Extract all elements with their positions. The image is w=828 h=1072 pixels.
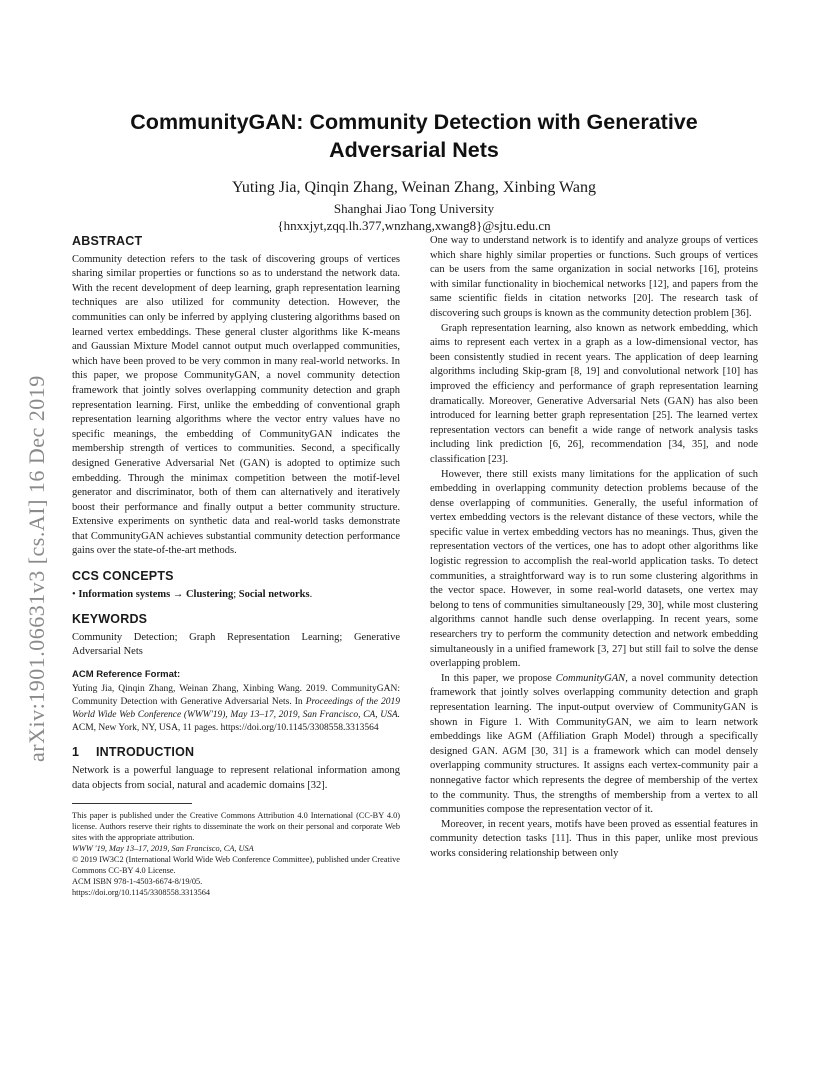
footnote-copyright: © 2019 IW3C2 (International World Wide Web Conference Committee), published under Creative Commons CC-BY 4.0 License.	[72, 855, 400, 876]
intro-paragraph-2: One way to understand network is to identify and analyze groups of vertices which share highly similar properties or functions. Such groups of vertices can be users from the same organization in social networks [16], proteins with similar functionality in biochemical networks [12], and papers from the same scientific fields in citation networks [20]. The research task of discovering such groups is known as the community detection problem [36].	[430, 235, 758, 319]
affiliation: Shanghai Jiao Tong University	[333, 201, 495, 216]
intro-paragraph-5	[430, 672, 758, 818]
ccs-item-social-networks: Social networks	[238, 588, 310, 600]
title-line-1: CommunityGAN: Community Detection with Generative	[130, 110, 698, 134]
right-column	[430, 234, 758, 862]
acm-reference-proceedings: Proceedings of the 2019 World Wide Web Conference (WWW'19), May 13–17, 2019, San Francisco, CA, USA.	[72, 696, 400, 721]
paper-header	[72, 108, 756, 234]
left-column	[72, 234, 400, 898]
title-line-2: Adversarial Nets	[329, 138, 499, 162]
ccs-item-information-systems: Information systems	[78, 588, 171, 600]
ccs-bullet: •	[72, 588, 76, 600]
abstract-text: Community detection refers to the task of discovering groups of vertices sharing similar properties or functions so as to understand the network data. With the recent development of deep learning, graph representation learning techniques are also utilized for community detection. However, the communities can only be inferred by applying clustering algorithms based on learned vertex embeddings. These general cluster algorithms like K-means and Gaussian Mixture Model cannot output much overlapped communities, which have been proved to be very common in many real-world networks. In this paper, we propose CommunityGAN, a novel community detection framework that jointly solves overlapping community detection and graph representation learning. First, unlike the embedding of conventional graph representation learning algorithms where the vector entry values have no specific meanings, the embedding of CommunityGAN indicates the membership strength of vertices to communities. Second, a specifically designed Generative Adversarial Net (GAN) is adopted to optimize such embedding. Through the minimax competition between the motif-level generator and discriminator, both of them can alternatively and iteratively boost their performance and finally output a better community structure. Extensive experiments on synthetic data and real-world tasks demonstrate that CommunityGAN achieves substantial community detection performance gains over the state-of-the-art methods.	[72, 253, 400, 557]
acm-reference-part-a: Yuting Jia, Qinqin Zhang, Weinan Zhang, Xinbing Wang. 2019. CommunityGAN: Community Detection with Generative Adversarial Nets. In	[72, 683, 400, 707]
intro-paragraph-3: Graph representation learning, also known as network embedding, which aims to represent each vertex in a graph as a low-dimensional vector, has been consistently studied in recent years. The application of deep learning algorithms including Skip-gram [8, 19] and convolutional network [10] has improved the efficiency and performance of graph representation learning dramatically. Moreover, Generative Adversarial Nets (GAN) has also been introduced for learning better graph representation [25]. The learned vertex representation vectors can benefit a wide range of network analysis tasks including link prediction [6, 26], recommendation [34, 35], and node classification [23].	[430, 322, 758, 465]
ccs-end: .	[309, 588, 313, 600]
acm-reference-text	[72, 683, 400, 736]
footnote-isbn: ACM ISBN 978-1-4503-6674-8/19/05.	[72, 877, 203, 887]
intro-paragraph-1: Network is a powerful language to represent relational information among data objects from social, natural and academic domains [32].	[72, 765, 400, 791]
section-title: INTRODUCTION	[96, 745, 195, 760]
footnote-conference-text: WWW '19, May 13–17, 2019, San Francisco, CA, USA	[72, 844, 254, 854]
footnote-license: This paper is published under the Creative Commons Attribution 4.0 International (CC-BY 4.0) license. Authors reserve their rights to disseminate the work on their personal and corporate Web sites with the appropriate attribution.	[72, 811, 400, 843]
intro-paragraph-6: Moreover, in recent years, motifs have been proved as essential features in community detection tasks [11]. Thus in this paper, unlike most previous works considering relationship between only	[430, 818, 758, 859]
keywords-heading: KEYWORDS	[72, 612, 148, 627]
ccs-arrow: →	[172, 588, 184, 600]
keywords-text: Community Detection; Graph Representation Learning; Generative Adversarial Nets	[72, 631, 400, 658]
ccs-concepts	[72, 588, 400, 603]
ccs-heading: CCS CONCEPTS	[72, 569, 174, 584]
abstract-heading: ABSTRACT	[72, 234, 143, 248]
intro-p5-part-b: , a novel community detection framework that jointly solves overlapping community detection and graph representation learning. The input-output overview of CommunityGAN is shown in Figure 1. With CommunityGAN, we aim to learn network embeddings like AGM (Affiliation Graph Model) through a specifically designed GAN. AGM [30, 31] is a framework which can model densely overlapping community structures. It assigns each vertex-community pair a nonnegative factor which represents the degree of membership of the vertex to the community. Thus, the strengths of membership from a vertex to all communities compose the representation vector of it.	[430, 672, 758, 816]
introduction-heading	[72, 745, 400, 760]
footnote-doi: https://doi.org/10.1145/3308558.3313564	[72, 888, 211, 898]
ccs-separator: ;	[233, 588, 239, 600]
acm-reference-part-b: ACM, New York, NY, USA, 11 pages. https://doi.org/10.1145/3308558.3313564	[72, 723, 379, 734]
intro-paragraph-4: However, there still exists many limitations for the application of such embedding in overlapping community detection problems because of the dense overlapping of communities. Generally, the useful information of vertex embedding vectors is the relevant distance of these vectors, while the specific value in vertex embedding vectors has no meanings. Thus, given the representation vectors of the vertices, one has to adopt other algorithms like logistic regression to accomplish the real-world application tasks. To detect communities, a straightforward way is to run some clustering algorithms in the vector space. However, in some real-world datasets, one vertex may belong to tens of communities simultaneously [29, 30], while most clustering algorithms cannot handle such dense overlapping. In recent years, some researchers try to perform the community detection and network embedding simultaneously in a unified framework [3, 27] but still fail to solve the dense overlapping problem.	[430, 468, 758, 670]
paper-title	[72, 108, 756, 164]
section-number: 1	[72, 745, 80, 760]
acm-reference-heading: ACM Reference Format:	[72, 669, 181, 681]
author-emails: {hnxxjyt,zqq.lh.377,wnzhang,xwang8}@sjtu.edu.cn	[277, 218, 551, 233]
arxiv-identifier: arXiv:1901.06631v3 [cs.AI] 16 Dec 2019	[24, 375, 49, 762]
ccs-item-clustering: Clustering	[185, 588, 234, 600]
intro-p5-method-name: CommunityGAN	[555, 672, 626, 684]
author-list: Yuting Jia, Qinqin Zhang, Weinan Zhang, Xinbing Wang	[232, 179, 596, 196]
intro-p5-part-a: In this paper, we propose	[441, 672, 556, 684]
footnote-conference	[72, 843, 400, 854]
